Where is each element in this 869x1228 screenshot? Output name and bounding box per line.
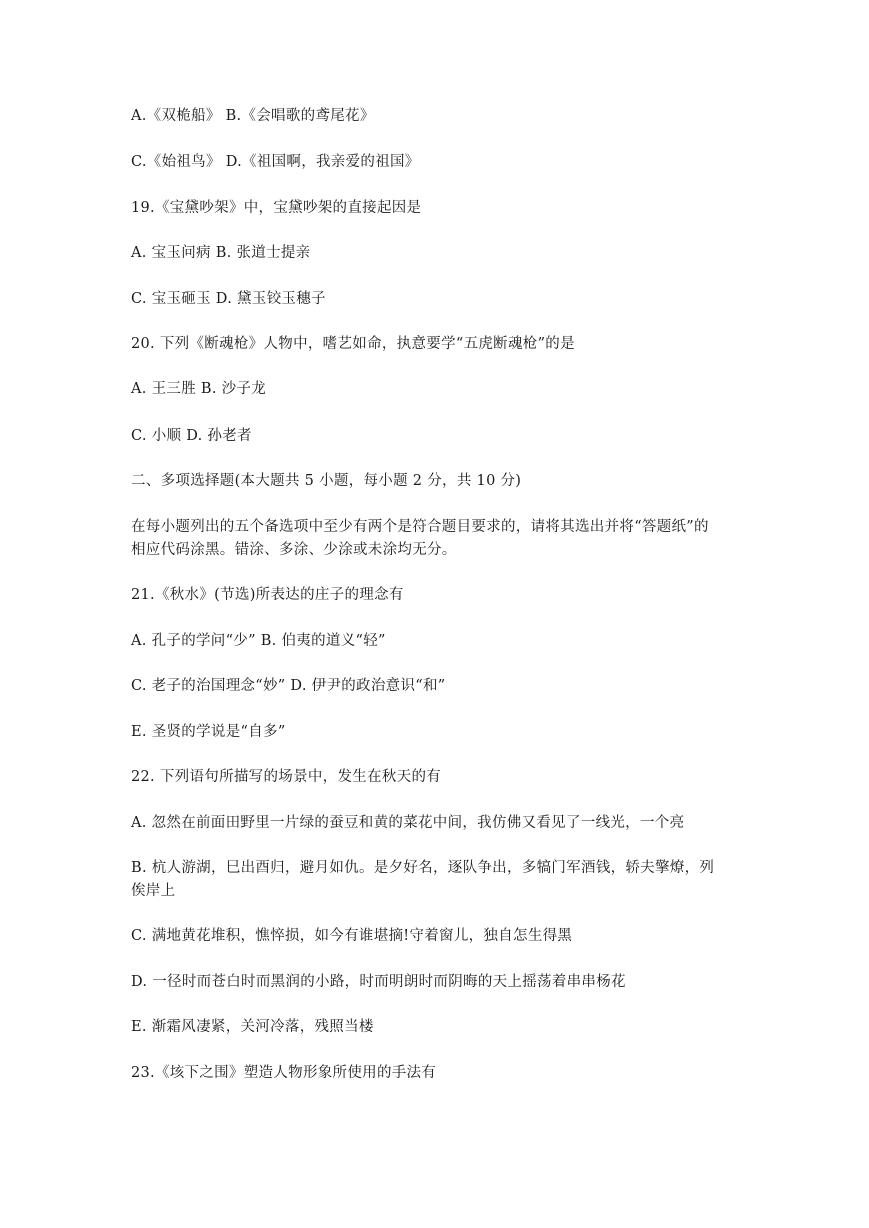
q21-stem: 21.《秋水》(节选)所表达的庄子的理念有	[131, 587, 404, 603]
q18-options-ab: A.《双桅船》 B.《会唱歌的鸢尾花》	[131, 108, 375, 124]
q19-options-cd: C. 宝玉砸玉 D. 黛玉铰玉穗子	[131, 291, 326, 307]
q22-option-e: E. 渐霜风凄紧，关河冷落，残照当楼	[131, 1019, 374, 1035]
instructions-line-2: 相应代码涂黑。错涂、多涂、少涂或未涂均无分。	[131, 542, 457, 558]
instructions-line-1: 在每小题列出的五个备选项中至少有两个是符合题目要求的，请将其选出并将“答题纸”的	[131, 519, 709, 535]
q22-option-b-line-1: B. 杭人游湖，巳出酉归，避月如仇。是夕好名，逐队争出，多犒门军酒钱，轿夫擎燎，列	[131, 860, 715, 876]
q20-options-ab: A. 王三胜 B. 沙子龙	[131, 381, 267, 397]
q19-options-ab: A. 宝玉问病 B. 张道士提亲	[131, 245, 311, 261]
q20-options-cd: C. 小顺 D. 孙老者	[131, 428, 252, 444]
q21-options-cd: C. 老子的治国理念“妙” D. 伊尹的政治意识“和”	[131, 678, 446, 694]
q21-option-e: E. 圣贤的学说是“自多”	[131, 724, 286, 740]
q22-option-a: A. 忽然在前面田野里一片绿的蚕豆和黄的菜花中间，我仿佛又看见了一线光，一个亮	[131, 815, 685, 831]
q20-stem: 20. 下列《断魂枪》人物中，嗜艺如命，执意要学“五虎断魂枪”的是	[131, 336, 575, 352]
q22-option-b	[131, 857, 741, 903]
section-2-heading: 二、多项选择题(本大题共 5 小题，每小题 2 分，共 10 分)	[131, 473, 522, 489]
q22-stem: 22. 下列语句所描写的场景中，发生在秋天的有	[131, 769, 442, 785]
q18-options-cd: C.《始祖鸟》 D.《祖国啊，我亲爱的祖国》	[131, 154, 420, 170]
q22-option-d: D. 一径时而苍白时而黑润的小路，时而明朗时而阴晦的天上摇荡着串串杨花	[131, 974, 626, 990]
q22-option-b-line-2: 俟岸上	[131, 883, 176, 899]
q19-stem: 19.《宝黛吵架》中，宝黛吵架的直接起因是	[131, 200, 422, 216]
q22-option-c: C. 满地黄花堆积，憔悴损，如今有谁堪摘!守着窗儿，独自怎生得黑	[131, 928, 573, 944]
section-2-instructions	[131, 516, 741, 562]
q23-stem: 23.《垓下之围》塑造人物形象所使用的手法有	[131, 1065, 437, 1081]
q21-options-ab: A. 孔子的学问“少” B. 伯夷的道义“轻”	[131, 633, 386, 649]
